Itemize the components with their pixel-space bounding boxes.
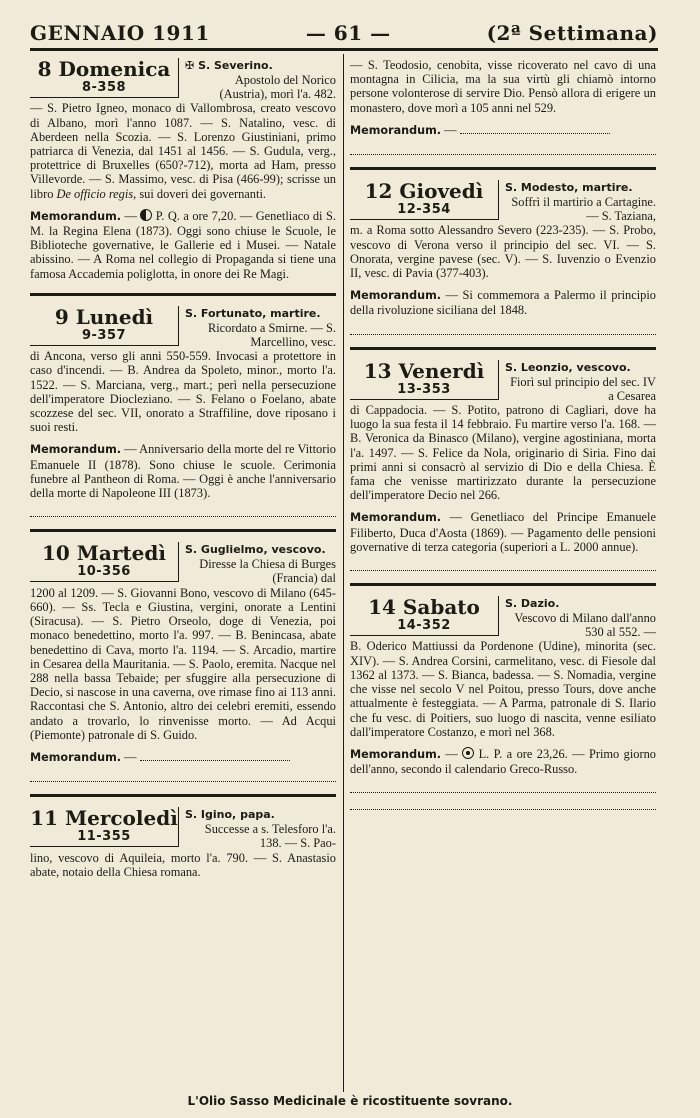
dotted-fill [140, 751, 290, 761]
day-entry-10 [30, 542, 336, 782]
memorandum-text: P. Q. a ore 7,20. — Genetliaco di S. M. la Regina Elena (1873). Oggi sono chiuse le Scuole, le Biblioteche governative, le Gallerie ed i Musei. — Natale abissino. — A Roma nel collegio di Propaganda si tiene una famosa Accademia poliglotta, in onore dei Re Magi. [30, 208, 336, 281]
day-heading [30, 807, 336, 850]
memorandum [350, 123, 656, 138]
memorandum-dash: — [445, 746, 458, 761]
day-number: 8-358 [81, 80, 127, 95]
entry-text-side: Ricordato a Smirne. — S. Marcellino, vesc. [207, 320, 336, 350]
dotted-line [350, 797, 656, 810]
day-box [30, 306, 179, 346]
memorandum-label: Memorandum. [350, 511, 441, 525]
memorandum-text: — Anniversario della morte del re Vittorio Emanuele II (1878). Sono chiuse le scuole. Cerimonia funebre al Pantheon di Roma. — Oggi è anche l'anniversario della morte di Napoleone III (1873). [30, 442, 336, 501]
day-box [350, 360, 499, 400]
entry-text-side: Apostolo del Norico (Austria), morì l'a. 482. [219, 73, 336, 102]
saint-name: S. Dazio. [505, 597, 560, 611]
dotted-line [350, 142, 656, 155]
day-name: 14 Sabato [368, 596, 480, 620]
memorandum-text: — [124, 749, 137, 764]
memorandum-text: L. P. a ore 23,26. — Primo giorno dell'anno, secondo il calendario Greco-Russo. [350, 746, 656, 777]
section-separator [350, 583, 656, 586]
entry-text [30, 101, 336, 200]
day-number: 9-357 [81, 327, 127, 343]
entry-text-side: Vescovo di Milano dall'anno 530 al 552. — [514, 611, 656, 640]
entry-text: 1200 al 1209. — S. Giovanni Bono, vescovo di Milano (645-660). — Ss. Tecla e Giustina, vergini, onorate a Lentini (Siracusa). — S. Pietro Orseolo, doge di Venezia, poi monaco benedettino, morto l'a. 997. — B. Benincasa, abate benedettino di Cava, morto l'a. 1194. — S. Arcadio, martire in Cesarea della Mauritania. — S. Paolo, eremita. Nacque nel 288 nella bassa Tebaide; per sfuggire alla persecuzione di Decio, si nascose in una caverna, ove rimase fino ai 113 anni. Raccontasi che S. Antonio, altro dei celebri eremiti, essendo andato a trovarlo, lo rinvenisse morto. — Ad Acqui (Piemonte) patronale di S. Guido. [30, 585, 336, 742]
day-heading [30, 306, 336, 349]
memorandum [350, 747, 656, 776]
week-label: (2ª Settimana) [486, 21, 658, 45]
day-box [30, 542, 179, 582]
right-column [350, 58, 656, 1092]
memorandum-label: Memorandum. [30, 443, 121, 457]
entry-text: B. Oderico Mattiussi da Pordenone (Udine), minorita (sec. XIV). — S. Andrea Corsini, carmelitano, vesc. di Fiesole dal 1362 al 1373. — S. Bianca, badessa. — S. Nomadia, vergine che visse nel secolo V nel Poitou, presso Tours, dove anche attualmente è festeggiata. — A Parma, patronale di S. Ilario che fu vesc. di Poitiers, suo luogo di nascita, venne esiliato dall'imperatore Costanzo, e morì nel 368. [350, 639, 656, 739]
memorandum-label: Memorandum. [30, 750, 121, 764]
day-number: 10-356 [77, 564, 131, 580]
month-year: GENNAIO 1911 [30, 21, 210, 45]
memorandum [350, 510, 656, 554]
day-entry-8 [30, 58, 336, 281]
day-box [30, 58, 179, 98]
page-header [30, 18, 658, 48]
memorandum-dash: — [124, 208, 137, 223]
cross-icon: ✠ [185, 59, 195, 72]
memorandum-label: Memorandum. [350, 289, 441, 303]
entry-text: m. a Roma sotto Alessandro Severo (223-235). — S. Probo, vescovo di Verona verso il principio del sec. VI. — S. Onorata, vergine pavese (sec. V). — S. Iuvenzio o Evenzio II, vesc. di Pavia (377-403). [350, 223, 656, 281]
saint-name-text: S. Severino. [198, 59, 273, 72]
day-entry-13 [350, 360, 656, 571]
section-separator [30, 293, 336, 296]
day-number: 11-355 [77, 829, 131, 845]
section-separator [30, 529, 336, 532]
day-heading [30, 58, 336, 101]
first-quarter-moon-icon [140, 209, 152, 221]
day-box [350, 596, 499, 636]
entry-text: lino, vescovo di Aquileia, morto l'a. 790. — S. Anastasio abate, notaio della Chiesa romana. [30, 850, 336, 879]
dotted-fill [460, 124, 610, 134]
day-name: 10 Martedì [42, 542, 166, 566]
entry-text-side: Successe a s. Telesforo l'a. 138. — S. Pao- [204, 822, 336, 851]
memorandum [30, 209, 336, 281]
day-entry-14 [350, 596, 656, 810]
full-moon-icon [462, 747, 474, 759]
day-box [30, 807, 179, 847]
saint-name: S. Guglielmo, vescovo. [185, 543, 326, 557]
header-rule [30, 48, 658, 51]
day-name: 11 Mercoledì [30, 807, 178, 831]
entry-text-side: Diresse la Chiesa di Burges (Francia) dal [199, 557, 336, 586]
column-divider [343, 54, 344, 1092]
memorandum-text: — Genetliaco del Principe Emanuele Filiberto, Duca d'Aosta (1869). — Pagamento delle pensioni governative di terza categoria (superiori a L. 2000 annue). [350, 510, 656, 554]
entry-text: di Cappadocia. — S. Potito, patrono di Cagliari, dove ha luogo la sua festa il 14 febbraio. Fu martire verso l'a. 168. — B. Veronica da Binasco (Milano), vergine agostiniana, morta l'a. 1497. — S. Felice da Nola, originario di Siria. Fino dai primi anni si consacrò al servizio di Dio e della Chiesa. È fama che venisse martirizzato durante la persecuzione dell'imperatore Decio nel 266. [350, 403, 656, 503]
dotted-line [30, 504, 336, 517]
section-separator [350, 347, 656, 350]
day-name: 13 Venerdì [363, 359, 485, 383]
day-number: 13-353 [397, 381, 451, 397]
advertisement-footer: L'Olio Sasso Medicinale è ricostituente sovrano. [187, 1094, 513, 1108]
day-heading [350, 596, 656, 639]
day-name: 9 Lunedì [54, 305, 154, 329]
day-box [350, 180, 499, 220]
memorandum-text: — [444, 122, 457, 137]
memorandum [30, 750, 336, 765]
day-number: 12-354 [397, 202, 451, 218]
entry-text-end: sui doveri dei governanti. [139, 186, 266, 201]
left-column [30, 58, 336, 1092]
saint-name: S. Modesto, martire. [505, 181, 633, 195]
day-entry-11-continued [350, 58, 656, 155]
memorandum-text: — Si commemora a Palermo il principio della rivoluzione siciliana del 1848. [350, 288, 656, 318]
day-name: 8 Domenica [37, 58, 171, 81]
page-number: — 61 — [305, 21, 391, 45]
book-title: De officio regis, [56, 186, 137, 201]
dotted-line [350, 780, 656, 793]
day-heading [350, 180, 656, 223]
dotted-line [30, 769, 336, 782]
entry-text-side: Soffrì il martirio a Cartagine. — S. Taziana, [511, 195, 656, 224]
memorandum [30, 442, 336, 500]
entry-text-main: — S. Pietro Igneo, monaco di Vallombrosa, creato vescovo di Albano, morì l'anno 1087. — S. Natalino, vesc. di Aberdeen nella Scozia. — S. Lorenzo Giustiniani, primo patriarca di Venezia, dal 1451 al 1456. — S. Gudula, verg., protettrice di Bruxelles (650?-712), morta ad Ham, presso Villevorde. — S. Massimo, vesc. di Pisa (466-99); scrisse un libro [30, 101, 336, 201]
dotted-line [350, 558, 656, 571]
saint-name: S. Leonzio, vescovo. [505, 360, 631, 374]
day-heading [350, 360, 656, 403]
memorandum-label: Memorandum. [350, 747, 441, 761]
day-entry-9 [30, 306, 336, 517]
entry-text: di Ancona, verso gli anni 550-559. Invocasi a protettore in caso d'incendi. — B. Andrea da Spoleto, minor., morto l'a. 1522. — S. Marciana, verg., mart.; perì nella persecuzione dell'imperatore Diocleziano. — S. Felano o Foelano, abate scozzese del sec. VII, onorato a Straffiline, dove riposano i suoi resti. [30, 349, 336, 435]
saint-name: S. Fortunato, martire. [185, 306, 321, 320]
entry-text-side: Fiorì sul principio del sec. IV a Cesarea [510, 374, 656, 403]
memorandum-label: Memorandum. [350, 123, 441, 137]
day-entry-12 [350, 180, 656, 335]
section-separator [350, 167, 656, 170]
day-entry-11 [30, 807, 336, 879]
day-heading [30, 542, 336, 585]
day-number: 14-352 [397, 618, 451, 634]
memorandum-label: Memorandum. [30, 209, 121, 223]
memorandum [350, 288, 656, 317]
entry-continuation: — S. Teodosio, cenobita, visse ricoverato nel cavo di una montagna in Cilicia, ma la sua virtù gli chiamò intorno persone volonterose di servire Dio. Pensò allora di erigere un monastero, dove morì a 105 anni nel 529. [350, 58, 656, 115]
section-separator [30, 794, 336, 797]
dotted-line [350, 322, 656, 335]
saint-name: S. Igino, papa. [185, 808, 275, 822]
day-name: 12 Giovedì [364, 180, 484, 204]
